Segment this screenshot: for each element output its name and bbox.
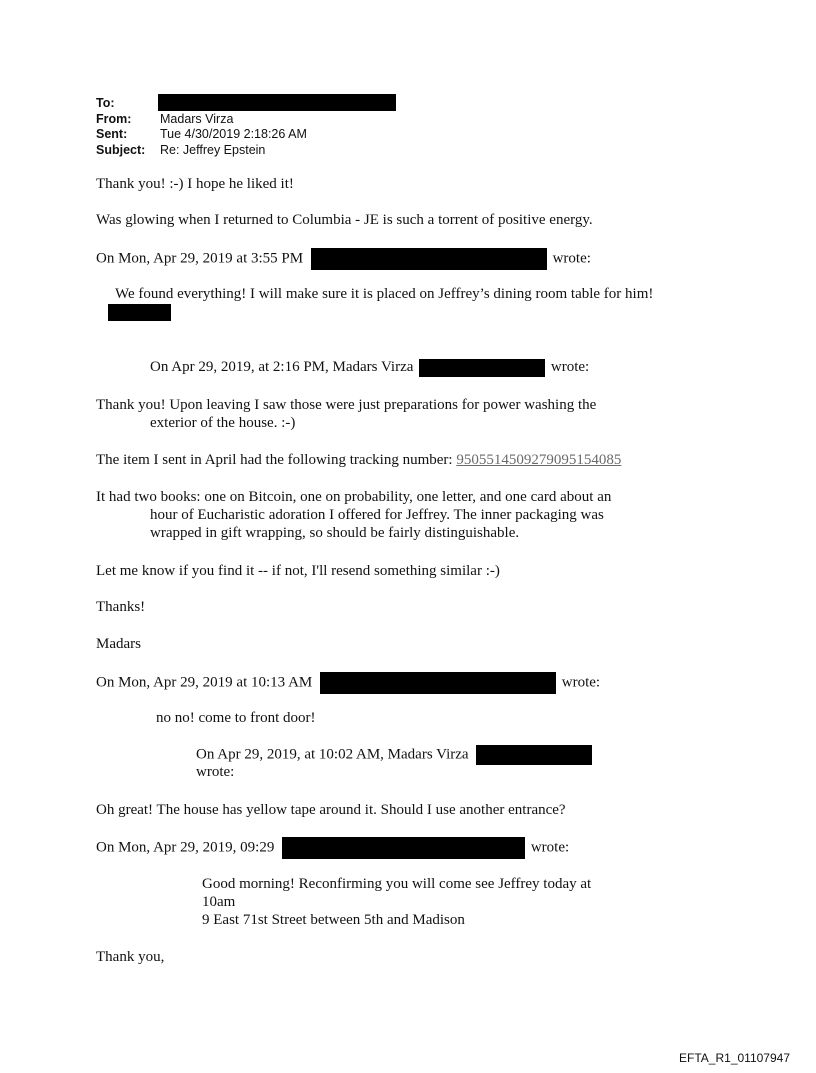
tracking-number-link[interactable]: 9505514509279095154085 — [456, 452, 622, 468]
from-value: Madars Virza — [160, 111, 234, 126]
body-line: no no! come to front door! — [156, 710, 316, 726]
to-label: To: — [96, 96, 115, 110]
from-row — [96, 112, 307, 128]
body-line: Thank you! :-) I hope he liked it! — [96, 176, 294, 192]
quote-header-5 — [96, 837, 569, 859]
redaction-signature — [108, 304, 171, 321]
quote-header-wrote: wrote: — [552, 250, 591, 267]
sent-value: Tue 4/30/2019 2:18:26 AM — [160, 127, 307, 141]
body-line: Madars — [96, 636, 141, 652]
body-line: Good morning! Reconfirming you will come see Jeffrey today at — [202, 876, 592, 892]
body-line: Thank you, — [96, 949, 165, 965]
body-line: 10am — [202, 894, 236, 910]
quote-header-wrote: wrote: — [561, 674, 601, 691]
redaction-sender — [320, 672, 556, 694]
body-line: wrapped in gift wrapping, so should be fairly distinguishable. — [150, 525, 520, 541]
body-line: exterior of the house. :-) — [150, 415, 296, 431]
body-line: Thank you! Upon leaving I saw those were just preparations for power washing the — [96, 397, 597, 413]
redaction-sender — [311, 248, 547, 270]
body-line: Oh great! The house has yellow tape around it. Should I use another entrance? — [96, 802, 566, 818]
body-line: hour of Eucharistic adoration I offered for Jeffrey. The inner packaging was — [150, 507, 604, 523]
body-line: Was glowing when I returned to Columbia - JE is such a torrent of positive energy. — [96, 212, 593, 228]
redaction-to-address — [158, 94, 396, 111]
sent-row — [96, 127, 307, 143]
quote-header-text: On Mon, Apr 29, 2019, 09:29 — [96, 839, 275, 856]
subject-label: Subject: — [96, 142, 146, 157]
redaction-sender — [282, 837, 525, 859]
quote-header-4-wrote: wrote: — [196, 764, 235, 780]
body-line: Let me know if you find it -- if not, I'll resend something similar :-) — [96, 563, 500, 579]
document-id: EFTA_R1_01107947 — [679, 1051, 790, 1065]
quote-header-wrote: wrote: — [550, 359, 590, 375]
body-line: Thanks! — [96, 599, 146, 615]
tracking-label: The item I sent in April had the following tracking number: — [96, 452, 457, 468]
redaction-email — [419, 359, 545, 377]
body-line: 9 East 71st Street between 5th and Madison — [202, 912, 465, 928]
quote-header-text: On Apr 29, 2019, at 2:16 PM, Madars Virza — [150, 359, 414, 375]
quote-header-text: On Mon, Apr 29, 2019 at 3:55 PM — [96, 250, 304, 267]
quote-header-wrote: wrote: — [530, 839, 570, 856]
redaction-email — [476, 745, 592, 765]
body-line: It had two books: one on Bitcoin, one on probability, one letter, and one card about an — [96, 489, 612, 505]
quote-header-2 — [150, 358, 589, 377]
body-line: We found everything! I will make sure it is placed on Jeffrey’s dining room table for him! — [115, 286, 654, 302]
quote-header-3 — [96, 672, 600, 694]
from-label: From: — [96, 111, 132, 126]
subject-value: Re: Jeffrey Epstein — [160, 142, 266, 157]
quote-header-text: On Mon, Apr 29, 2019 at 10:13 AM — [96, 674, 313, 691]
subject-row — [96, 143, 307, 159]
quote-header-text: On Apr 29, 2019, at 10:02 AM, Madars Virza — [196, 746, 469, 763]
quote-header-1 — [96, 248, 591, 270]
quote-header-4 — [196, 745, 594, 765]
sent-label: Sent: — [96, 127, 128, 141]
tracking-line — [96, 451, 621, 469]
